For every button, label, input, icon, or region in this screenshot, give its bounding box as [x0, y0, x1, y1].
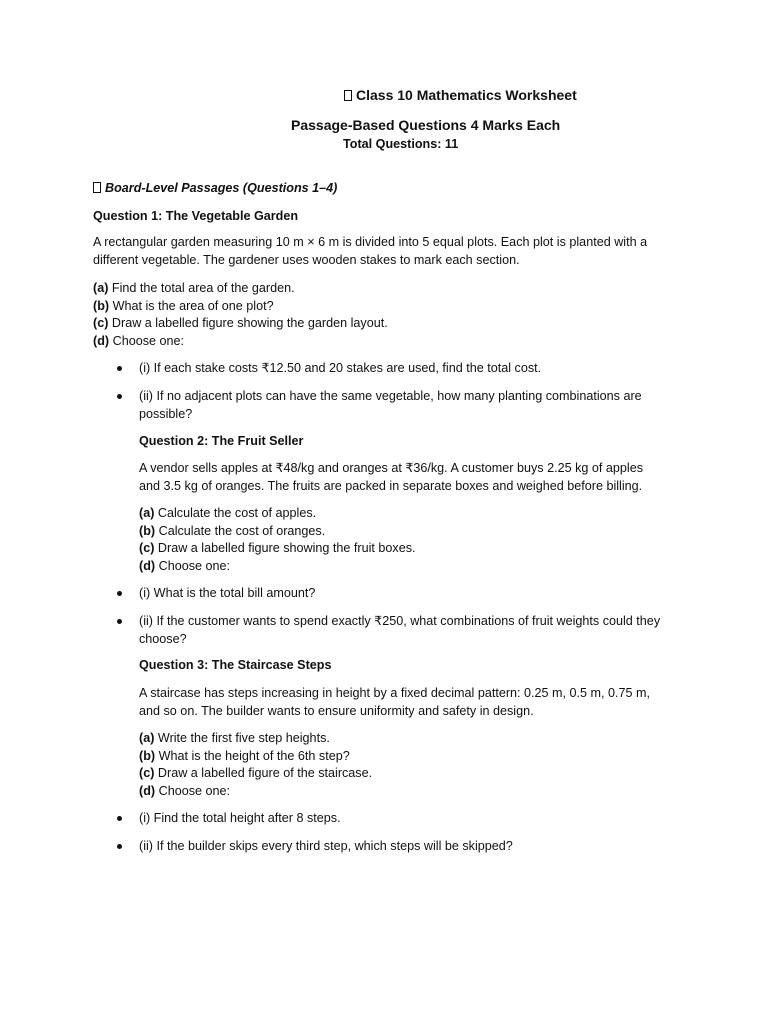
q1-part-b: (b) What is the area of one plot? [93, 298, 274, 313]
bullet-icon [117, 394, 122, 399]
q2-option-2: (ii) If the customer wants to spend exactly ₹250, what combinations of fruit weights could they choose? [139, 614, 661, 646]
missing-glyph-icon [344, 90, 352, 101]
q2-parts [139, 505, 416, 575]
worksheet-subtitle: Passage-Based Questions 4 Marks Each [291, 117, 561, 133]
q3-title: Question 3: The Staircase Steps [139, 658, 332, 672]
q3-part-d: (d) Choose one: [139, 783, 231, 798]
total-questions: Total Questions: 11 [343, 137, 459, 151]
q1-option-1: (i) If each stake costs ₹12.50 and 20 stakes are used, find the total cost. [139, 361, 542, 375]
bullet-icon [117, 619, 122, 624]
q3-passage: A staircase has steps increasing in height by a fixed decimal pattern: 0.25 m, 0.5 m, 0.75 m, and so on. The builder wants to ensure uniformity and safety in design. [139, 686, 651, 718]
q3-parts [139, 730, 372, 800]
q1-parts [93, 280, 388, 350]
bullet-icon [117, 591, 122, 596]
q2-passage: A vendor sells apples at ₹48/kg and oranges at ₹36/kg. A customer buys 2.25 kg of apples and 3.5 kg of oranges. The fruits are packed in separate boxes and weighed before billing. [139, 461, 643, 493]
section-heading-text: Board-Level Passages (Questions 1–4) [105, 181, 338, 195]
q1-part-c: (c) Draw a labelled figure showing the garden layout. [93, 316, 388, 330]
missing-glyph-icon [93, 182, 101, 193]
q3-part-a: (a) Write the first five step heights. [139, 731, 330, 745]
worksheet-title-text: Class 10 Mathematics Worksheet [356, 87, 577, 103]
q2-option-1: (i) What is the total bill amount? [139, 586, 316, 600]
q2-part-a: (a) Calculate the cost of apples. [139, 506, 317, 520]
bullet-icon [117, 844, 122, 849]
q3-option-2: (ii) If the builder skips every third step, which steps will be skipped? [139, 839, 513, 853]
q3-part-c: (c) Draw a labelled figure of the staircase. [139, 766, 373, 780]
q2-part-c: (c) Draw a labelled figure showing the fruit boxes. [139, 541, 416, 555]
section-heading [93, 180, 337, 198]
bullet-icon [117, 366, 122, 371]
q2-part-b: (b) Calculate the cost of oranges. [139, 523, 326, 538]
bullet-icon [117, 816, 122, 821]
q2-part-d: (d) Choose one: [139, 558, 231, 573]
q1-passage: A rectangular garden measuring 10 m × 6 m is divided into 5 equal plots. Each plot is planted with a different vegetable. The gardener uses wooden stakes to mark each section. [93, 235, 648, 267]
q2-title: Question 2: The Fruit Seller [139, 434, 304, 448]
q1-part-a: (a) Find the total area of the garden. [93, 281, 295, 295]
q1-title: Question 1: The Vegetable Garden [93, 209, 299, 223]
q3-option-1: (i) Find the total height after 8 steps. [139, 811, 341, 825]
q1-part-d: (d) Choose one: [93, 333, 185, 348]
worksheet-title [344, 87, 577, 105]
q3-part-b: (b) What is the height of the 6th step? [139, 748, 350, 763]
q1-option-2: (ii) If no adjacent plots can have the same vegetable, how many planting combinations are possible? [139, 389, 642, 421]
